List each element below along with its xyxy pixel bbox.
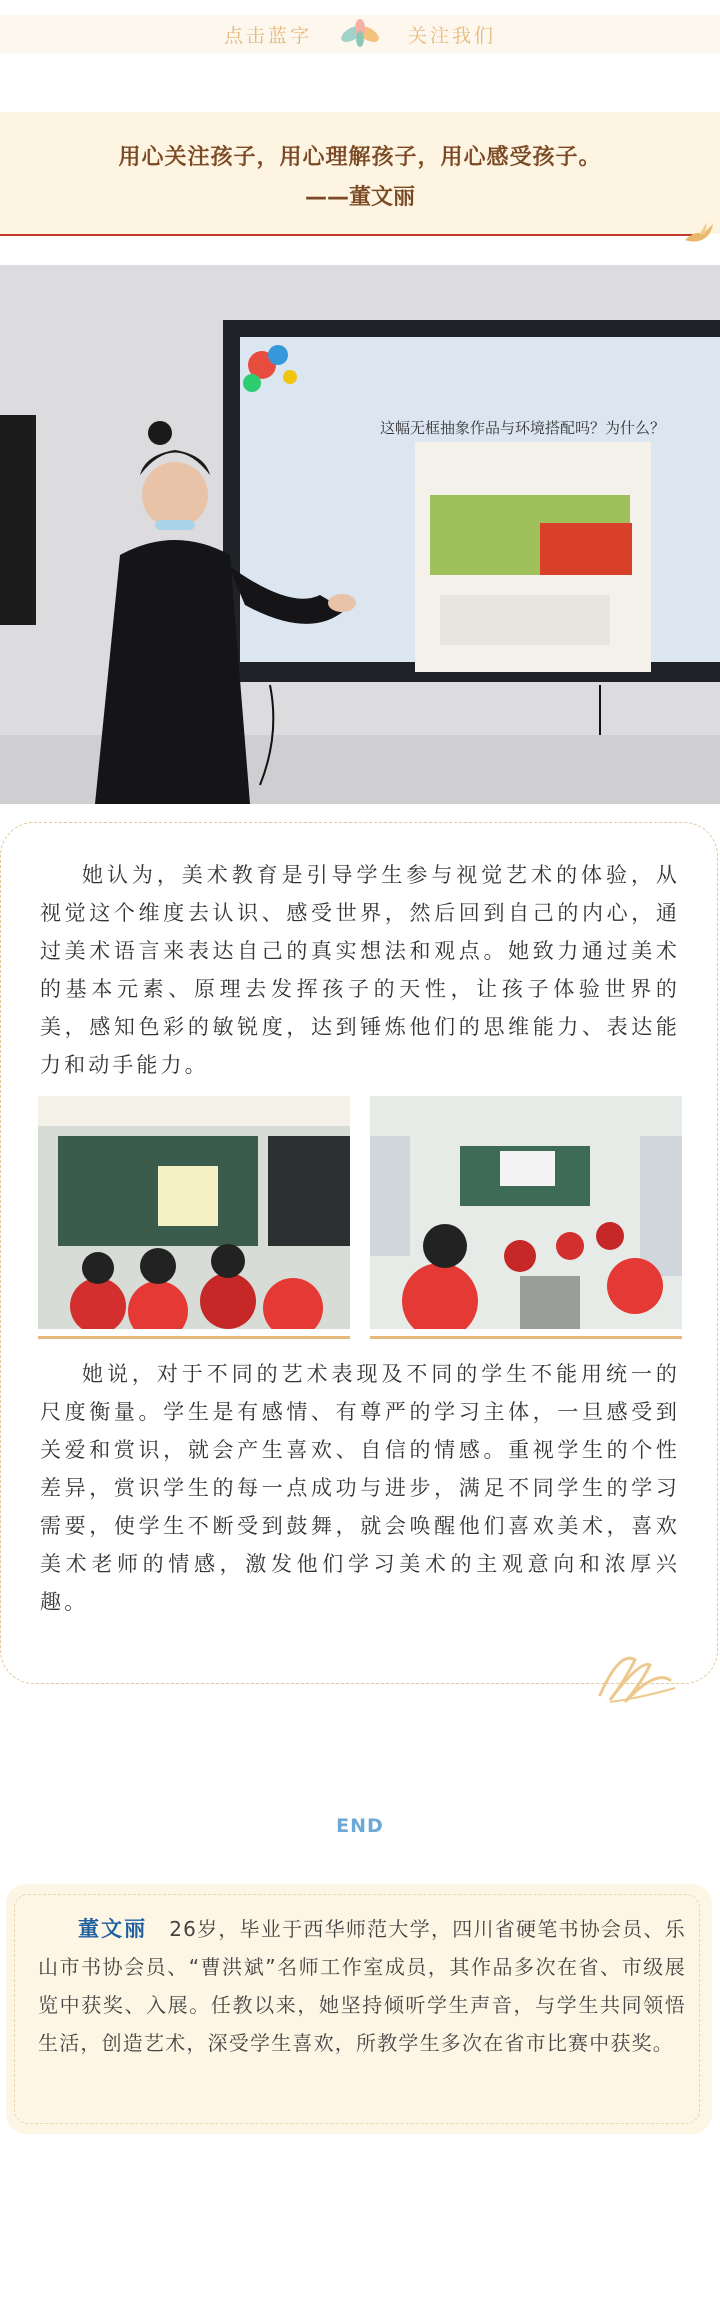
quote-text: 用心关注孩子，用心理解孩子，用心感受孩子。 <box>118 145 602 170</box>
quote-divider <box>0 234 700 236</box>
photo-underline <box>370 1336 682 1339</box>
author-bio <box>38 1910 686 2062</box>
quote-box <box>0 112 720 234</box>
article-paragraph: 她认为，美术教育是引导学生参与视觉艺术的体验，从视觉这个维度去认识、感受世界，然后回到自己的内心，通过美术语言来表达自己的真实想法和观点。她致力通过美术的基本元素、原理去发挥孩子的天性，让孩子体验世界的美，感知色彩的敏锐度，达到锤炼他们的思维能力、表达能力和动手能力。 <box>40 863 680 1077</box>
classroom-photo-1 <box>38 1096 350 1329</box>
teacher-lecture-photo <box>0 265 720 804</box>
leaf-icon <box>338 17 382 51</box>
classroom-photo-2 <box>370 1096 682 1329</box>
screen-caption: 这幅无框抽象作品与环境搭配吗？为什么？ <box>380 419 666 437</box>
follow-prompt-right: 关注我们 <box>408 24 497 47</box>
quote-author: ——董文丽 <box>304 185 415 210</box>
article-paragraph: 她说，对于不同的艺术表现及不同的学生不能用统一的尺度衡量。学生是有感情、有尊严的学习主体，一旦感受到关爱和赏识，就会产生喜欢、自信的情感。重视学生的个性差异，赏识学生的每一点成功与进步，满足不同学生的学习需要，使学生不断受到鼓舞，就会唤醒他们喜欢美术，喜欢美术老师的情感，激发他们学习美术的主观意向和浓厚兴趣。 <box>40 1362 680 1614</box>
photo-underline <box>38 1336 350 1339</box>
swirl-decoration <box>590 1640 680 1710</box>
bird-icon <box>683 220 717 248</box>
author-name: 董文丽 <box>78 1917 148 1941</box>
follow-bar[interactable] <box>0 15 720 53</box>
author-bio-text: 26岁，毕业于西华师范大学，四川省硬笔书协会员、乐山市书协会员、“曹洪斌”名师工作室成员，其作品多次在省、市级展览中获奖、入展。任教以来，她坚持倾听学生声音，与学生共同领悟生活，创造艺术，深受学生喜欢，所教学生多次在省市比赛中获奖。 <box>38 1917 687 2055</box>
follow-prompt-left: 点击蓝字 <box>223 24 312 47</box>
end-label: END <box>336 1815 384 1837</box>
